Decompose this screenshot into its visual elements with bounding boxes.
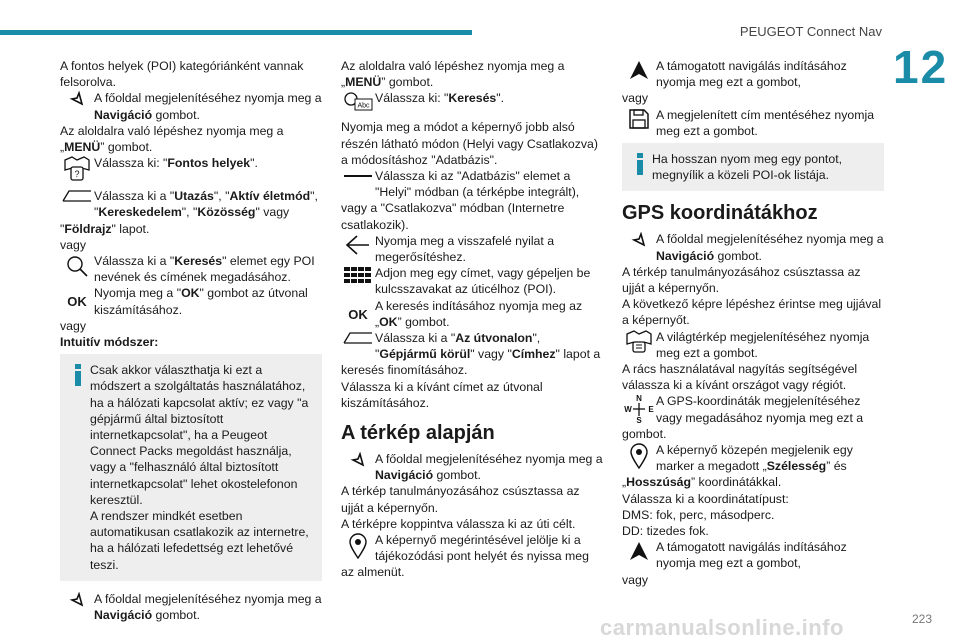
text: gombot.: [152, 608, 200, 623]
svg-text:E: E: [648, 405, 654, 415]
save-icon: [622, 107, 656, 130]
text: „: [622, 475, 627, 490]
bold-text: Címhez: [511, 347, 556, 362]
paragraph: DD: tizedes fok.: [622, 524, 709, 539]
instruction-row: [341, 265, 603, 297]
bold-text: OK: [181, 286, 200, 301]
instruction-text: A támogatott navigálás indításához nyomja meg ezt a gombot,: [656, 59, 847, 90]
column-3: [622, 58, 884, 588]
svg-text:Abc: Abc: [357, 102, 370, 110]
paragraph: A rács használatával nagyítás segítségével válassza ki a kívánt országot vagy régiót.: [622, 362, 858, 393]
text: " elemet egy POI nevének és címének megadásához.: [94, 254, 315, 285]
bold-text: Keresés: [174, 254, 223, 269]
text: ” koordinátákkal.: [691, 475, 782, 490]
bold-text: Hosszúság: [626, 475, 692, 490]
text: ", ": [213, 189, 230, 204]
text: A főoldal megjelenítéséhez nyomja meg a: [94, 591, 322, 606]
instruction-text: Nyomja meg a visszafelé nyilat a megerősítéshez.: [375, 233, 555, 265]
instruction-row: [622, 107, 884, 139]
instruction-text: [94, 188, 322, 220]
text: ", ": [181, 205, 198, 220]
bold-text: Gépjármű körül: [379, 347, 471, 362]
navigation-arrow-icon: [341, 451, 375, 468]
tab-icon: [341, 330, 375, 345]
text: gombot.: [152, 107, 200, 122]
guidance-arrow-icon: [622, 58, 656, 81]
text: Válassza ki a ": [375, 331, 456, 346]
text: Csak akkor választhatja ki ezt a módszert a szolgáltatás használatához, ha a hálózati kapcsolat aktív; ez vagy "a gépjármű által biztosított internetkapcsolat", ha a Peugeot Connect Packs megoldást használja, vagy a "felhasználó által biztosított internetkapcsolat" lehet okostelefonon keresztül.: [90, 363, 309, 507]
paragraph: [341, 58, 603, 90]
paragraph: gombot.: [622, 426, 667, 441]
instruction-row: [60, 591, 322, 623]
or-text: vagy: [622, 91, 648, 106]
paragraph: [60, 221, 322, 237]
paragraph: DMS: fok, perc, másodperc.: [622, 507, 775, 522]
instruction-text: Válassza ki az "Adatbázis" elemet a "Helyi" módban (a térképbe integrált),: [375, 169, 580, 200]
tab-icon: [60, 188, 94, 203]
instruction-text: [375, 298, 603, 330]
text: ” gombot.: [100, 140, 153, 155]
text: A képernyő közepén megjelenik egy marker a megadott „: [656, 443, 853, 474]
paragraph: A térkép tanulmányozásához csúsztassa az ujját a képernyőn.: [622, 264, 861, 296]
column-1: [60, 58, 322, 623]
instruction-row: [341, 233, 603, 265]
instruction-row: [341, 168, 603, 200]
instruction-row: [60, 285, 322, 317]
world-map-icon: [622, 329, 656, 354]
paragraph: [60, 123, 322, 155]
info-box: [60, 354, 322, 581]
or-text: vagy: [60, 318, 86, 333]
location-pin-icon: [622, 442, 656, 469]
svg-text:N: N: [636, 394, 642, 404]
compass-icon: [622, 393, 656, 424]
paragraph: A fontos helyek (POI) kategóriánként vannak felsorolva.: [60, 59, 304, 90]
text: ” gombot.: [381, 75, 434, 90]
instruction-row: [622, 442, 884, 474]
text: Válassza ki: ": [94, 156, 168, 171]
instruction-text: [94, 591, 322, 623]
or-text: vagy: [60, 237, 86, 252]
instruction-row: [622, 329, 884, 361]
instruction-row: [341, 90, 603, 113]
bold-text: Utazás: [174, 189, 214, 204]
info-box: [622, 143, 884, 191]
instruction-row: [622, 539, 884, 571]
or-text: vagy: [622, 572, 648, 587]
bold-text: Aktív életmód: [229, 189, 311, 204]
text: Nyomja meg a ": [94, 286, 182, 301]
instruction-text: [656, 231, 884, 263]
section-heading: GPS koordinátákhoz: [622, 202, 818, 225]
bold-text: Navigáció: [656, 248, 715, 263]
text: gombot.: [433, 468, 481, 483]
instruction-text: [375, 90, 603, 106]
text: ” és: [826, 459, 847, 474]
bold-text: Navigáció: [94, 608, 153, 623]
bold-text: MENÜ: [345, 75, 382, 90]
bold-text: Kereskedelem: [98, 205, 182, 220]
instruction-row: [341, 451, 603, 483]
bold-text: Navigáció: [375, 468, 434, 483]
text: ", ": [94, 189, 318, 220]
paragraph: Válassza ki a koordinátatípust:: [622, 491, 789, 506]
text: " gombot az útvonal kiszámításához.: [94, 286, 308, 317]
instruction-row: [341, 298, 603, 330]
instruction-row: [622, 58, 884, 90]
paragraph: Válassza ki a kívánt címet az útvonal kiszámításához.: [341, 379, 543, 410]
instruction-text: [94, 253, 322, 285]
text: ", ": [375, 331, 541, 362]
bold-text: Keresés: [448, 91, 497, 106]
instruction-text: A képernyő megérintésével jelölje ki a tájékozódási pont helyét és nyissa meg: [375, 533, 589, 564]
bold-text: Földrajz: [64, 221, 112, 236]
text: Az aloldalra való lépéshez nyomja meg a „: [341, 59, 565, 90]
bold-text: MENÜ: [64, 140, 101, 155]
instruction-row: [60, 155, 322, 182]
instruction-row: [60, 188, 322, 220]
instruction-text: A megjelenített cím mentéséhez nyomja meg ezt a gombot.: [656, 107, 875, 138]
instruction-text: [94, 90, 322, 122]
info-icon: [66, 362, 90, 573]
page-header-title: PEUGEOT Connect Nav: [739, 24, 882, 39]
bold-text: Fontos helyek: [167, 156, 251, 171]
instruction-text: [656, 442, 884, 474]
text: ” gombot.: [397, 314, 450, 329]
section-heading: A térkép alapján: [341, 422, 495, 445]
watermark-text: carmanualsonline.info: [600, 615, 844, 640]
instruction-row: [60, 90, 322, 122]
instruction-row: [341, 330, 603, 362]
navigation-arrow-icon: [60, 90, 94, 107]
text: gombot.: [714, 248, 762, 263]
instruction-text: [375, 451, 603, 483]
text: ": [60, 221, 65, 236]
instruction-row: [622, 393, 884, 425]
column-2: [341, 58, 603, 581]
instruction-text: A támogatott navigálás indításához nyomja meg ezt a gombot,: [656, 540, 847, 571]
navigation-arrow-icon: [60, 591, 94, 608]
paragraph: Nyomja meg a módot a képernyő jobb alsó részén látható módon (Helyi vagy Csatlakozva) a módosításhoz "Adatbázis".: [341, 120, 598, 167]
mode-bar-icon: [341, 168, 375, 183]
page-number: 223: [912, 612, 933, 626]
paragraph: az almenüt.: [341, 565, 405, 580]
location-pin-icon: [341, 532, 375, 559]
bold-text: Közösség: [197, 205, 256, 220]
instruction-text: A GPS-koordináták megjelenítéséhez vagy megadásához nyomja meg ezt a: [656, 394, 864, 425]
text: " lapot a: [555, 347, 601, 362]
paragraph: [622, 474, 884, 490]
text: A főoldal megjelenítéséhez nyomja meg a: [656, 232, 884, 247]
info-text: [90, 362, 314, 573]
instruction-row: [341, 532, 603, 564]
text: A keresés indításához nyomja meg az „: [375, 298, 583, 329]
svg-text:W: W: [624, 405, 632, 415]
instruction-text: [94, 155, 322, 171]
search-abc-icon: [341, 90, 375, 113]
search-icon: [60, 253, 94, 278]
text: " lapot.: [111, 221, 150, 236]
text: A rendszer mindkét esetben automatikusan csatlakozik az internetre, ha a hálózati lefedettség ezt lehetővé teszi.: [90, 509, 309, 572]
text: ".: [496, 91, 505, 106]
subheading: [60, 334, 322, 350]
text: Válassza ki: ": [375, 91, 449, 106]
ok-button-icon: OK: [348, 306, 368, 322]
paragraph: A következő képre lépéshez érintse meg ujjával a képernyőt.: [622, 297, 882, 328]
poi-categories-icon: [60, 155, 94, 182]
paragraph: A térképre koppintva válassza ki az úti célt.: [341, 516, 576, 531]
paragraph: A térkép tanulmányozásához csúsztassa az ujját a képernyőn.: [341, 484, 580, 515]
text: A főoldal megjelenítéséhez nyomja meg a: [94, 91, 322, 106]
text: A főoldal megjelenítéséhez nyomja meg a: [375, 452, 603, 467]
instruction-text: [375, 330, 603, 362]
text: Válassza ki a ": [94, 254, 175, 269]
keyboard-icon: [341, 265, 375, 288]
paragraph: keresés finomításához.: [341, 363, 468, 378]
bold-text: Intuitív módszer:: [60, 335, 159, 350]
bold-text: Szélesség: [766, 459, 827, 474]
bold-text: Navigáció: [94, 107, 153, 122]
guidance-arrow-icon: [622, 539, 656, 562]
back-arrow-icon: [341, 233, 375, 256]
instruction-text: [94, 285, 322, 317]
info-icon: [628, 151, 652, 183]
header-accent-bar: [0, 30, 472, 35]
bold-text: OK: [379, 314, 398, 329]
info-text: Ha hosszan nyom meg egy pontot, megnyílik a közeli POI-ok listája.: [652, 152, 843, 183]
text: " vagy: [255, 205, 290, 220]
text: Az aloldalra való lépéshez nyomja meg a „: [60, 123, 284, 155]
instruction-text: A világtérkép megjelenítéséhez nyomja meg ezt a gombot.: [656, 329, 870, 360]
navigation-arrow-icon: [622, 231, 656, 248]
chapter-number: 12: [893, 41, 949, 93]
ok-button-icon: OK: [67, 294, 87, 310]
paragraph: vagy a "Csatlakozva" módban (Internetre csatlakozik).: [341, 201, 565, 232]
text: ".: [250, 156, 258, 171]
bold-text: Az útvonalon: [455, 331, 533, 346]
svg-text:S: S: [636, 416, 642, 425]
instruction-text: Adjon meg egy címet, vagy gépeljen be kulcsszavakat az úticélhoz (POI).: [375, 266, 591, 297]
text: Válassza ki a ": [94, 189, 175, 204]
instruction-row: [60, 253, 322, 285]
instruction-row: [622, 231, 884, 263]
svg-text:?: ?: [74, 169, 80, 180]
text: " vagy ": [470, 347, 512, 362]
